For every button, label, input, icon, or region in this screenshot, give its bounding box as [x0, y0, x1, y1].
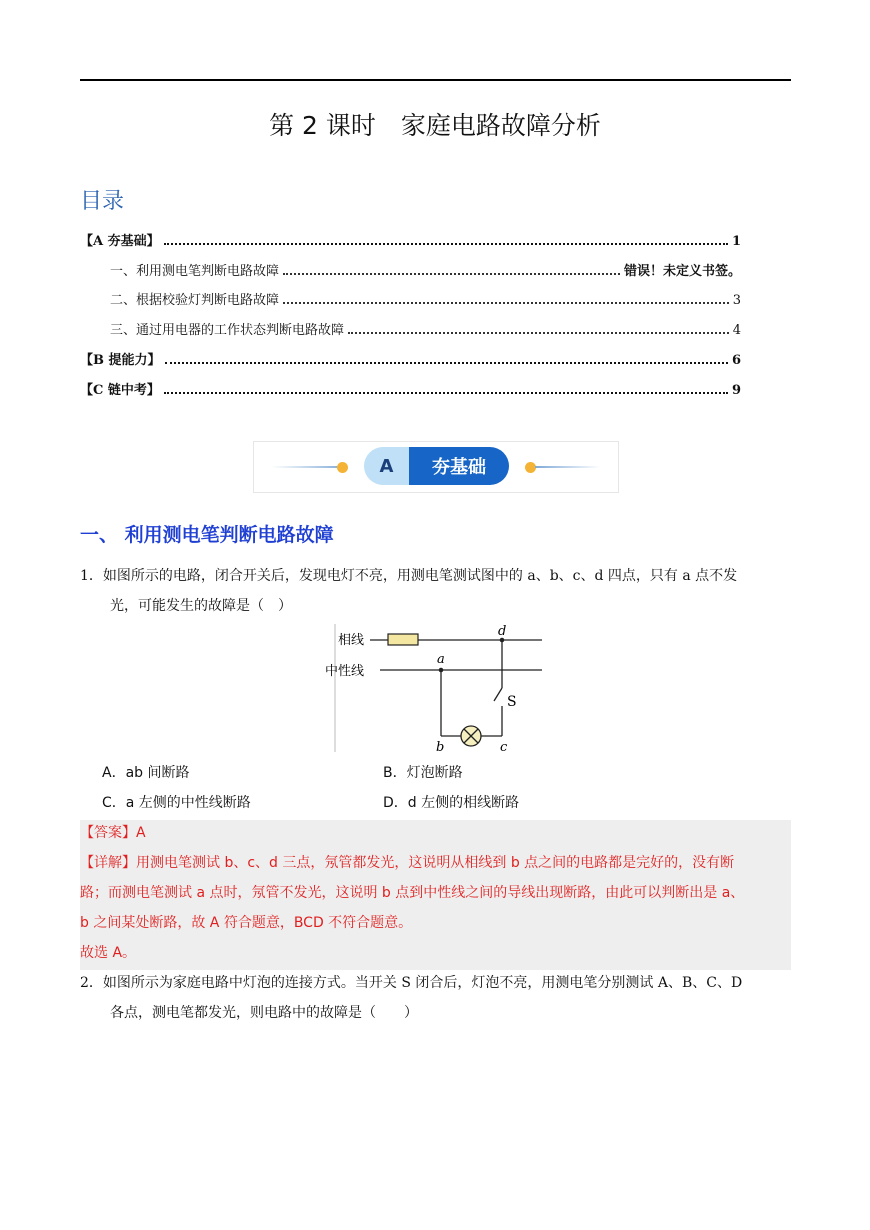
switch-icon [494, 688, 502, 701]
explanation-line: 路；而测电笔测试 a 点时，氖管不发光，这说明 b 点到中性线之间的导线出现断路，由此可以判断出是 a、 [80, 885, 745, 901]
toc-entry-page: 4 [732, 323, 741, 338]
point-b-label: b [436, 740, 445, 755]
section-banner [253, 441, 619, 493]
explanation-line: 故选 A。 [80, 945, 137, 961]
toc-entry[interactable] [110, 318, 741, 338]
toc-entry-page: 1 [731, 234, 741, 249]
toc-leader [283, 272, 620, 275]
banner-right-line [535, 466, 600, 468]
toc-entry-label: 三、通过用电器的工作状态判断电路故障 [110, 323, 345, 338]
toc-entry[interactable] [110, 259, 741, 279]
toc-entry-page: 错误！未定义书签。 [623, 264, 741, 279]
neutral-wire-label: 中性线 [325, 664, 365, 679]
point-d-label: d [498, 624, 507, 639]
fuse-icon [388, 634, 418, 645]
option-c[interactable]: C．a 左侧的中性线断路 [102, 795, 251, 811]
toc-leader [283, 301, 729, 304]
toc-leader [165, 361, 728, 364]
answer-text: 【答案】A [80, 825, 146, 841]
banner-letter: A [364, 447, 409, 485]
point-a-label: a [437, 652, 445, 667]
option-a[interactable]: A．ab 间断路 [102, 765, 190, 781]
toc-entry-label: 【B 提能力】 [80, 353, 161, 368]
circuit-diagram [320, 620, 550, 755]
toc-entry[interactable] [110, 288, 741, 308]
banner-left-line [272, 466, 347, 468]
option-b[interactable]: B．灯泡断路 [383, 765, 463, 781]
toc-entry-page: 3 [732, 293, 741, 308]
toc-leader [164, 242, 728, 245]
toc-entry[interactable] [80, 378, 741, 398]
header-rule [80, 79, 791, 81]
live-wire-label: 相线 [338, 633, 365, 648]
switch-label: S [507, 694, 517, 710]
toc-entry-label: 【C 链中考】 [80, 383, 160, 398]
banner-pill [364, 447, 509, 485]
page-title: 第 2 课时 家庭电路故障分析 [269, 111, 601, 140]
banner-label: 夯基础 [409, 447, 509, 485]
toc-entry-page: 6 [731, 353, 741, 368]
option-d[interactable]: D．d 左侧的相线断路 [383, 795, 520, 811]
toc-entry-label: 【A 夯基础】 [80, 234, 160, 249]
point-c-label: c [500, 740, 508, 755]
banner-left-dot [337, 462, 348, 473]
toc-entry-label: 一、利用测电笔判断电路故障 [110, 264, 280, 279]
toc-entry[interactable] [80, 348, 741, 368]
toc-entry[interactable] [80, 229, 741, 249]
toc-leader [348, 331, 729, 334]
question-2-line1: 2．如图所示为家庭电路中灯泡的连接方式。当开关 S 闭合后，灯泡不亮，用测电笔分别测试 A、B、C、D [80, 975, 743, 991]
question-1-line1: 1．如图所示的电路，闭合开关后，发现电灯不亮，用测电笔测试图中的 a、b、c、d 四点，只有 a 点不发 [80, 568, 738, 584]
explanation-line: b 之间某处断路，故 A 符合题意，BCD 不符合题意。 [80, 915, 413, 931]
toc-entry-label: 二、根据校验灯判断电路故障 [110, 293, 280, 308]
explanation-line: 【详解】用测电笔测试 b、c、d 三点，氖管都发光，这说明从相线到 b 点之间的电路都是完好的，没有断 [80, 855, 735, 871]
question-2-line2: 各点，测电笔都发光，则电路中的故障是（ ） [110, 1005, 418, 1021]
toc-leader [164, 391, 728, 394]
section-heading: 一、 利用测电笔判断电路故障 [80, 524, 334, 546]
question-1-line2: 光，可能发生的故障是（ ） [110, 598, 292, 614]
toc-heading: 目录 [80, 189, 125, 214]
toc-entry-page: 9 [731, 383, 741, 398]
